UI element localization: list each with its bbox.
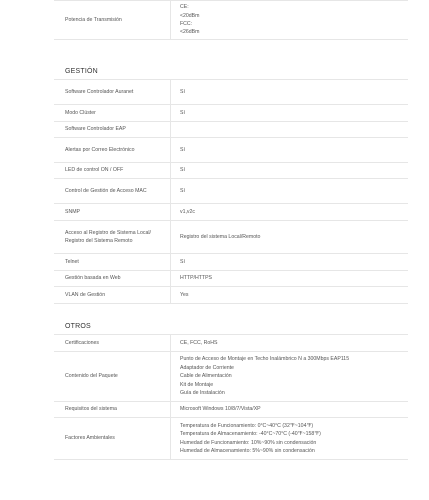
- value-line: Kit de Montaje: [180, 381, 214, 388]
- value-line: Microsoft Windows 10/8/7/Vista/XP: [180, 406, 261, 413]
- value-line: Temperatura de Funcionamiento: 0°C~40°C (32℉~104℉): [180, 422, 314, 429]
- table-row: [54, 221, 408, 254]
- row-label: Acceso al Registro de Sistema Local/ Registro del Sistema Remoto: [65, 229, 151, 244]
- value-line: Yes: [180, 291, 189, 298]
- table-row: [54, 402, 408, 418]
- value-line: Humedad de Funcionamiento: 10%~90% sin condensación: [180, 439, 317, 446]
- value-line: Sí: [180, 88, 185, 95]
- row-value: [170, 80, 408, 104]
- row-value: [170, 204, 408, 220]
- row-label: Control de Gestión de Acceso MAC: [65, 187, 147, 194]
- table-row: [54, 163, 408, 179]
- value-line: Humedad de Almacenamiento: 5%~90% sin condensación: [180, 447, 315, 454]
- row-value: [170, 352, 408, 401]
- row-value: [170, 287, 408, 303]
- row-label: Factores Ambientales: [65, 435, 115, 442]
- row-value: [170, 105, 408, 121]
- row-label: Requisitos del sistema: [65, 406, 117, 413]
- value-line: Sí: [180, 187, 185, 194]
- value-line: <20dBm: [180, 12, 200, 19]
- row-value: [170, 122, 408, 137]
- table-row: [54, 335, 408, 352]
- value-line: CE, FCC, RoHS: [180, 339, 218, 346]
- table-row: [54, 418, 408, 460]
- value-line: CE:: [180, 4, 189, 11]
- value-line: Sí: [180, 167, 185, 174]
- table-row: [54, 179, 408, 204]
- value-line: Sí: [180, 146, 185, 153]
- value-line: Temperatura de Almacenamiento: -40°C~70°C (-40℉~158℉): [180, 431, 321, 438]
- row-label: Software Controlador Auranet: [65, 88, 134, 95]
- row-label: Certificaciones: [65, 339, 100, 346]
- value-line: <26dBm: [180, 29, 200, 36]
- section-gestion: [54, 65, 408, 304]
- row-value: [170, 335, 408, 351]
- row-label: Modo Clúster: [65, 109, 96, 116]
- row-label: Alertas por Correo Electrónico: [65, 146, 135, 153]
- value-line: Adaptador de Corriente: [180, 364, 234, 371]
- row-label: Telnet: [65, 258, 79, 265]
- section-title-gestion: GESTIÓN: [54, 65, 408, 80]
- row-label: VLAN de Gestión: [65, 291, 106, 298]
- value-line: Cable de Alimentación: [180, 373, 232, 380]
- row-label: Contenido del Paquete: [65, 373, 118, 380]
- row-label: SNMP: [65, 208, 80, 215]
- table-row: [54, 271, 408, 287]
- row-value: [170, 271, 408, 286]
- spec-table-top: [54, 0, 408, 40]
- section-otros: [54, 320, 408, 460]
- row-label: LED de control ON / OFF: [65, 167, 124, 174]
- table-row: [54, 352, 408, 402]
- row-label: Software Controlador EAP: [65, 126, 126, 133]
- value-line: Punto de Acceso de Montaje en Techo Inalámbrico N a 300Mbps EAP115: [180, 356, 350, 363]
- row-value: [170, 1, 408, 39]
- table-row: [54, 80, 408, 105]
- row-value: [170, 138, 408, 162]
- table-row: [54, 254, 408, 271]
- row-value: [170, 179, 408, 203]
- value-line: HTTP/HTTPS: [180, 275, 212, 282]
- row-label: Gestión basada en Web: [65, 275, 121, 282]
- value-line: Registro del sistema Local/Remoto: [180, 233, 261, 240]
- row-label: Potencia de Transmisión: [65, 16, 122, 23]
- value-line: Sí: [180, 109, 185, 116]
- value-line: Sí: [180, 258, 185, 265]
- table-row: [54, 287, 408, 304]
- spec-sheet: [54, 0, 408, 460]
- row-value: [170, 402, 408, 417]
- table-row: [54, 122, 408, 138]
- section-spacer: [54, 304, 408, 320]
- value-line: Guía de Instalación: [180, 390, 225, 397]
- section-title-otros: OTROS: [54, 320, 408, 335]
- table-row: [54, 204, 408, 221]
- table-row: [54, 105, 408, 122]
- row-value: [170, 163, 408, 178]
- section-spacer: [54, 40, 408, 65]
- value-line: FCC:: [180, 21, 193, 27]
- row-value: [170, 221, 408, 253]
- row-value: [170, 418, 408, 459]
- row-value: [170, 254, 408, 270]
- table-row: [54, 138, 408, 163]
- value-line: v1,v2c: [180, 208, 195, 215]
- table-row: [54, 0, 408, 40]
